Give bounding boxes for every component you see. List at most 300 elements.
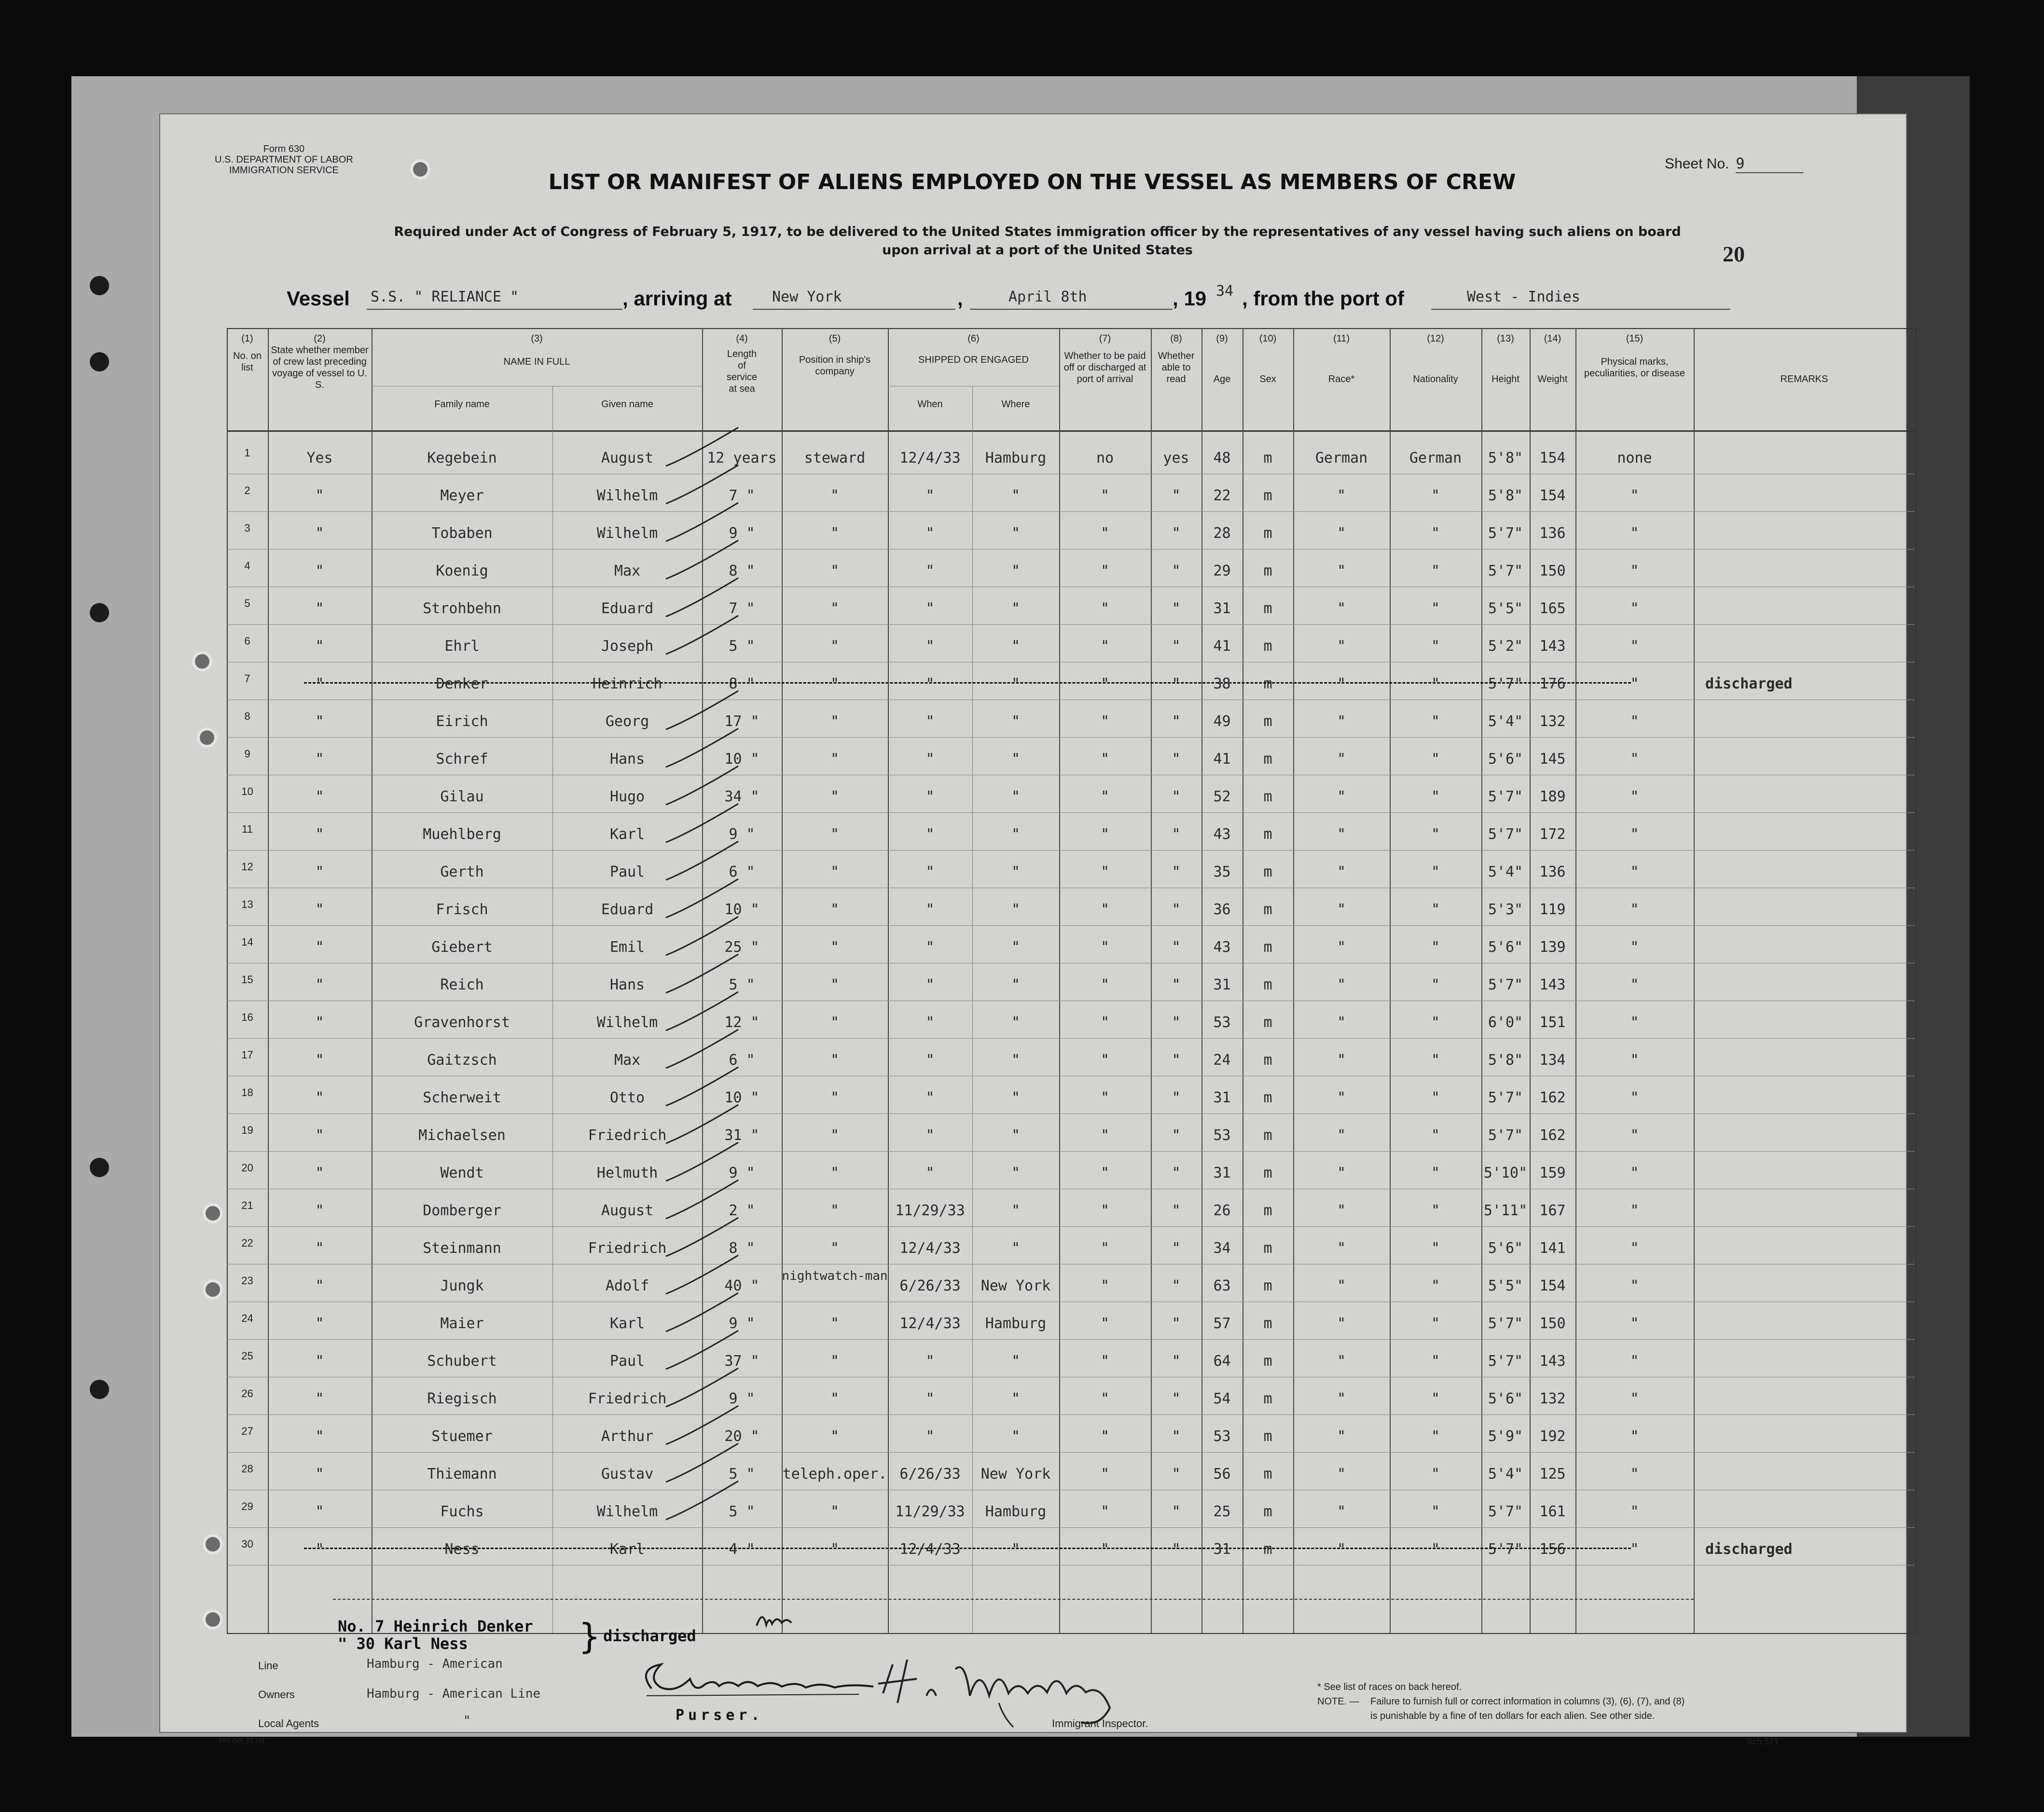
table-row [0, 889, 2044, 926]
local-agents-value: " [463, 1714, 471, 1728]
shipped-where-cell: " [1011, 1428, 1021, 1445]
given-name-cell: Hans [609, 751, 645, 768]
shipped-when-cell: " [925, 563, 935, 579]
table-row [0, 550, 2044, 588]
sex-cell: m [1263, 901, 1272, 918]
paid-off-cell: " [1100, 675, 1110, 692]
print-code: HS gel 33 nd [220, 1737, 264, 1745]
table-row [0, 1340, 2044, 1378]
service-length-cell: 7 " [729, 487, 755, 504]
service-length-cell: 8 " [729, 563, 755, 579]
weight-cell: 154 [1539, 450, 1566, 467]
race-cell: " [1337, 788, 1346, 805]
physical-marks-cell: " [1630, 751, 1639, 768]
shipped-where-cell: " [1011, 901, 1021, 918]
height-cell: 5'7" [1488, 1127, 1523, 1144]
row-number-cell: 6 [244, 635, 250, 647]
nationality-cell: " [1431, 1503, 1440, 1520]
given-name-cell: Friedrich [588, 1240, 667, 1257]
height-cell: 5'4" [1488, 1466, 1523, 1483]
paid-off-cell: " [1100, 939, 1110, 956]
position-cell: " [830, 1503, 840, 1520]
shipped-where-cell: " [1011, 1127, 1021, 1144]
row-number-cell: 24 [241, 1312, 253, 1324]
races-note: * See list of races on back hereof. [1317, 1682, 1462, 1692]
physical-marks-cell: " [1630, 939, 1639, 956]
given-name-cell: Friedrich [588, 1127, 667, 1144]
nationality-cell: " [1431, 1315, 1440, 1332]
row-number-cell: 12 [241, 861, 253, 873]
col-14-header: (14) Weight [1537, 333, 1568, 384]
shipped-where-cell: " [1011, 600, 1021, 617]
discharge-note-line-1: No. 7 Heinrich Denker [338, 1617, 533, 1635]
position-cell: " [830, 1428, 840, 1445]
service-length-cell: 5 " [729, 976, 755, 993]
given-name-cell: Heinrich [592, 675, 663, 692]
prev-voyage-cell: " [315, 1390, 324, 1407]
table-row [0, 776, 2044, 813]
position-cell: teleph.oper. [782, 1466, 887, 1483]
physical-marks-cell: " [1630, 976, 1639, 993]
given-name-cell: Eduard [601, 901, 654, 918]
family-name-cell: Frisch [436, 901, 488, 918]
paid-off-cell: " [1100, 1466, 1110, 1483]
paid-off-cell: " [1100, 1165, 1110, 1181]
weight-cell: 134 [1539, 1052, 1566, 1069]
able-to-read-cell: " [1172, 1277, 1181, 1294]
given-name-header: Given name [601, 399, 653, 410]
shipped-where-cell: " [1011, 1240, 1021, 1257]
strike-through-line [304, 682, 1631, 684]
table-row [0, 1039, 2044, 1077]
nationality-cell: " [1431, 976, 1440, 993]
row-number-cell: 2 [244, 484, 250, 496]
service-length-cell: 12 years [707, 450, 777, 467]
age-cell: 36 [1213, 901, 1231, 918]
shipped-where-cell: " [1011, 976, 1021, 993]
weight-cell: 172 [1539, 826, 1566, 843]
shipped-when-cell: " [925, 1428, 935, 1445]
family-name-cell: Maier [440, 1315, 484, 1332]
shipped-where-cell: New York [981, 1466, 1051, 1483]
physical-marks-cell: " [1630, 563, 1639, 579]
service-length-cell: 9 " [729, 826, 755, 843]
shipped-when-cell: " [925, 1165, 935, 1181]
weight-cell: 139 [1539, 939, 1566, 956]
col-11-header: (11) Race* [1328, 333, 1355, 384]
prev-voyage-cell: " [315, 939, 324, 956]
prev-voyage-cell: " [315, 675, 324, 692]
physical-marks-cell: " [1630, 1390, 1639, 1407]
physical-marks-cell: " [1630, 525, 1639, 542]
prev-voyage-cell: " [315, 864, 324, 880]
paid-off-cell: " [1100, 1390, 1110, 1407]
sex-cell: m [1263, 600, 1272, 617]
sex-cell: m [1263, 675, 1272, 692]
service-length-cell: 10 " [724, 901, 760, 918]
able-to-read-cell: " [1172, 600, 1181, 617]
shipped-when-cell: " [925, 713, 935, 730]
given-name-cell: Karl [609, 1541, 645, 1558]
service-length-cell: 37 " [724, 1353, 760, 1370]
height-cell: 5'7" [1488, 1315, 1523, 1332]
given-name-cell: August [601, 450, 654, 467]
prev-voyage-cell: " [315, 1202, 324, 1219]
height-cell: 5'5" [1488, 1277, 1523, 1294]
age-cell: 54 [1213, 1390, 1231, 1407]
nationality-cell: " [1431, 1466, 1440, 1483]
race-cell: " [1337, 1466, 1346, 1483]
service-length-cell: 17 " [724, 713, 760, 730]
shipped-when-cell: " [925, 901, 935, 918]
paid-off-cell: " [1100, 1428, 1110, 1445]
sex-cell: m [1263, 1541, 1272, 1558]
shipped-where-cell: Hamburg [985, 1503, 1047, 1520]
weight-cell: 167 [1539, 1202, 1566, 1219]
service-length-cell: 8 " [729, 1240, 755, 1257]
shipped-when-cell: " [925, 1052, 935, 1069]
sex-cell: m [1263, 826, 1272, 843]
family-name-cell: Meyer [440, 487, 484, 504]
physical-marks-cell: " [1630, 1277, 1639, 1294]
weight-cell: 150 [1539, 1315, 1566, 1332]
age-cell: 38 [1213, 675, 1231, 692]
age-cell: 63 [1213, 1277, 1231, 1294]
family-name-cell: Kegebein [427, 450, 497, 467]
race-cell: " [1337, 1541, 1346, 1558]
stamp-number: 20 [1723, 242, 1745, 266]
race-cell: " [1337, 751, 1346, 768]
table-row [0, 738, 2044, 776]
age-cell: 31 [1213, 976, 1231, 993]
when-header: When [917, 399, 943, 410]
given-name-cell: Wilhelm [596, 1503, 658, 1520]
given-name-cell: Georg [605, 713, 649, 730]
sex-cell: m [1263, 487, 1272, 504]
height-cell: 5'10" [1483, 1165, 1528, 1181]
weight-cell: 132 [1539, 713, 1566, 730]
position-cell: " [830, 563, 840, 579]
family-name-cell: Gravenhorst [414, 1014, 510, 1031]
race-cell: " [1337, 1277, 1346, 1294]
given-name-cell: Max [614, 563, 641, 579]
col-3-header: (3) NAME IN FULL [503, 333, 570, 367]
table-row [0, 1114, 2044, 1152]
physical-marks-cell: " [1630, 1089, 1639, 1106]
subtitle-line-2: upon arrival at a port of the United States [882, 243, 1193, 258]
age-cell: 29 [1213, 563, 1231, 579]
able-to-read-cell: " [1172, 675, 1181, 692]
prev-voyage-cell: Yes [306, 450, 333, 467]
given-name-cell: Gustav [601, 1466, 654, 1483]
position-cell: " [830, 1052, 840, 1069]
from-port-label: , from the port of [1242, 287, 1404, 310]
physical-marks-cell: " [1630, 1353, 1639, 1370]
date-underline [970, 309, 1173, 310]
race-cell: " [1337, 600, 1346, 617]
family-name-cell: Tobaben [431, 525, 493, 542]
nationality-cell: " [1431, 1428, 1440, 1445]
table-row [0, 1491, 2044, 1528]
race-cell: " [1337, 638, 1346, 655]
prev-voyage-cell: " [315, 1315, 324, 1332]
shipped-where-cell: " [1011, 1014, 1021, 1031]
height-cell: 5'8" [1488, 487, 1523, 504]
paid-off-cell: " [1100, 1127, 1110, 1144]
shipped-where-cell: Hamburg [985, 1315, 1047, 1332]
family-name-cell: Thiemann [427, 1466, 497, 1483]
position-cell: steward [804, 450, 866, 467]
age-cell: 56 [1213, 1466, 1231, 1483]
position-cell: " [830, 826, 840, 843]
form-number: Form 630 [263, 144, 305, 154]
able-to-read-cell: " [1172, 1428, 1181, 1445]
able-to-read-cell: " [1172, 976, 1181, 993]
nationality-cell: " [1431, 1202, 1440, 1219]
age-cell: 34 [1213, 1240, 1231, 1257]
row-number-cell: 17 [241, 1049, 253, 1061]
prev-voyage-cell: " [315, 1503, 324, 1520]
weight-cell: 154 [1539, 1277, 1566, 1294]
shipped-where-cell: " [1011, 1353, 1021, 1370]
given-name-cell: Arthur [601, 1428, 654, 1445]
paid-off-cell: " [1100, 976, 1110, 993]
age-cell: 41 [1213, 751, 1231, 768]
weight-cell: 150 [1539, 563, 1566, 579]
shipped-when-cell: " [925, 1390, 935, 1407]
sex-cell: m [1263, 450, 1272, 467]
paid-off-cell: " [1100, 1503, 1110, 1520]
shipped-when-cell: " [925, 600, 935, 617]
able-to-read-cell: " [1172, 864, 1181, 880]
prev-voyage-cell: " [315, 901, 324, 918]
col-5-header: (5) Position in ship's company [799, 333, 871, 377]
sheet-number-label: Sheet No. [1665, 156, 1729, 172]
height-cell: 5'7" [1488, 675, 1523, 692]
shipped-where-cell: " [1011, 939, 1021, 956]
able-to-read-cell: yes [1163, 450, 1189, 467]
weight-cell: 151 [1539, 1014, 1566, 1031]
physical-marks-cell: " [1630, 901, 1639, 918]
able-to-read-cell: " [1172, 1541, 1181, 1558]
comma: , [957, 287, 963, 310]
row-number-cell: 3 [244, 522, 250, 534]
col-15-header: (15) Physical marks, peculiarities, or disease [1584, 333, 1685, 379]
family-name-cell: Reich [440, 976, 484, 993]
physical-marks-cell: " [1630, 1240, 1639, 1257]
prev-voyage-cell: " [315, 638, 324, 655]
family-name-cell: Gaitzsch [427, 1052, 497, 1069]
race-cell: " [1337, 1315, 1346, 1332]
given-name-cell: Wilhelm [596, 1014, 658, 1031]
family-name-cell: Strohbehn [423, 600, 501, 617]
given-name-cell: Karl [609, 1315, 645, 1332]
paid-off-cell: " [1100, 713, 1110, 730]
sex-cell: m [1263, 525, 1272, 542]
sex-cell: m [1263, 1202, 1272, 1219]
paid-off-cell: " [1100, 563, 1110, 579]
nationality-cell: " [1431, 864, 1440, 880]
year-prefix: , 19 [1173, 287, 1207, 310]
height-cell: 5'9" [1488, 1428, 1523, 1445]
family-name-header: Family name [434, 399, 490, 410]
nationality-cell: " [1431, 901, 1440, 918]
nationality-cell: " [1431, 713, 1440, 730]
age-cell: 22 [1213, 487, 1231, 504]
sex-cell: m [1263, 1052, 1272, 1069]
family-name-cell: Eirich [436, 713, 488, 730]
service-length-cell: 9 " [729, 1390, 755, 1407]
family-name-cell: Scherweit [423, 1089, 501, 1106]
given-name-cell: Eduard [601, 600, 654, 617]
sex-cell: m [1263, 788, 1272, 805]
owners-value: Hamburg - American Line [367, 1687, 541, 1701]
row-number-cell: 27 [241, 1425, 253, 1437]
prev-voyage-cell: " [315, 1541, 324, 1558]
race-cell: " [1337, 864, 1346, 880]
given-name-cell: Paul [609, 864, 645, 880]
row-number-cell: 20 [241, 1162, 253, 1174]
weight-cell: 125 [1539, 1466, 1566, 1483]
able-to-read-cell: " [1172, 563, 1181, 579]
weight-cell: 162 [1539, 1089, 1566, 1106]
service-length-cell: 5 " [729, 638, 755, 655]
weight-cell: 141 [1539, 1240, 1566, 1257]
punch-hole [90, 276, 109, 295]
shipped-where-cell: " [1011, 563, 1021, 579]
col-10-header: (10) Sex [1259, 333, 1277, 384]
sex-cell: m [1263, 563, 1272, 579]
service-length-cell: 2 " [729, 1202, 755, 1219]
row-number-cell: 4 [244, 560, 250, 572]
height-cell: 5'7" [1488, 563, 1523, 579]
height-cell: 5'8" [1488, 1052, 1523, 1069]
shipped-where-cell: New York [981, 1277, 1051, 1294]
row-number-cell: 28 [241, 1463, 253, 1475]
strike-through-line [304, 1548, 1631, 1549]
race-cell: " [1337, 1165, 1346, 1181]
age-cell: 53 [1213, 1014, 1231, 1031]
shipped-when-cell: 11/29/33 [895, 1202, 965, 1219]
paid-off-cell: " [1100, 864, 1110, 880]
service-length-cell: 40 " [724, 1277, 760, 1294]
table-row [0, 588, 2044, 625]
shipped-when-cell: " [925, 976, 935, 993]
sex-cell: m [1263, 1353, 1272, 1370]
paid-off-cell: " [1100, 1277, 1110, 1294]
paid-off-cell: " [1100, 1315, 1110, 1332]
note-label: NOTE. — [1317, 1696, 1359, 1707]
nationality-cell: " [1431, 600, 1440, 617]
race-cell: " [1337, 1503, 1346, 1520]
height-cell: 5'7" [1488, 1541, 1523, 1558]
age-cell: 53 [1213, 1127, 1231, 1144]
service-length-cell: 5 " [729, 1503, 755, 1520]
table-row [0, 1415, 2044, 1453]
age-cell: 35 [1213, 864, 1231, 880]
shipped-when-cell: 6/26/33 [899, 1466, 961, 1483]
family-name-cell: Domberger [423, 1202, 501, 1219]
remarks-cell: discharged [1705, 675, 1793, 692]
nationality-cell: " [1431, 1353, 1440, 1370]
service-length-cell: 10 " [724, 1089, 760, 1106]
prev-voyage-cell: " [315, 1277, 324, 1294]
weight-cell: 192 [1539, 1428, 1566, 1445]
family-name-cell: Giebert [431, 939, 493, 956]
nationality-cell: " [1431, 1277, 1440, 1294]
family-name-cell: Gilau [440, 788, 484, 805]
table-row [0, 475, 2044, 512]
age-cell: 31 [1213, 1541, 1231, 1558]
shipped-where-cell: " [1011, 1202, 1021, 1219]
shipped-when-cell: " [925, 525, 935, 542]
line-value: Hamburg - American [367, 1657, 503, 1671]
height-cell: 6'0" [1488, 1014, 1523, 1031]
height-cell: 5'7" [1488, 525, 1523, 542]
table-row [0, 813, 2044, 851]
weight-cell: 136 [1539, 525, 1566, 542]
nationality-cell: " [1431, 1089, 1440, 1106]
position-cell: " [830, 939, 840, 956]
service-length-cell: 25 " [724, 939, 760, 956]
row-number-cell: 5 [244, 597, 250, 609]
table-row [0, 1190, 2044, 1227]
family-name-cell: Muehlberg [423, 826, 501, 843]
row-number-cell: 29 [241, 1500, 253, 1512]
where-header: Where [1001, 399, 1030, 410]
shipped-when-cell: " [925, 675, 935, 692]
physical-marks-cell: " [1630, 1315, 1639, 1332]
position-cell: " [830, 1353, 840, 1370]
position-cell: " [830, 976, 840, 993]
discharge-note-line-2: " 30 Karl Ness [338, 1634, 468, 1653]
table-row [0, 700, 2044, 738]
family-name-cell: Denker [436, 675, 488, 692]
nationality-cell: " [1431, 675, 1440, 692]
able-to-read-cell: " [1172, 1052, 1181, 1069]
nationality-cell: " [1431, 751, 1440, 768]
able-to-read-cell: " [1172, 1165, 1181, 1181]
shipped-where-cell: " [1011, 826, 1021, 843]
table-row [0, 1528, 2044, 1566]
service-length-cell: 8 " [729, 675, 755, 692]
vessel-name: S.S. " RELIANCE " [371, 288, 519, 305]
paid-off-cell: " [1100, 826, 1110, 843]
shipped-where-cell: " [1011, 1541, 1021, 1558]
arrival-port: New York [772, 288, 842, 305]
sex-cell: m [1263, 1089, 1272, 1106]
able-to-read-cell: " [1172, 1240, 1181, 1257]
row-number-cell: 7 [244, 673, 250, 685]
able-to-read-cell: " [1172, 1202, 1181, 1219]
physical-marks-cell: " [1630, 1503, 1639, 1520]
family-name-cell: Koenig [436, 563, 488, 579]
age-cell: 53 [1213, 1428, 1231, 1445]
position-cell: " [830, 1202, 840, 1219]
shipped-where-cell: " [1011, 487, 1021, 504]
race-cell: " [1337, 976, 1346, 993]
able-to-read-cell: " [1172, 788, 1181, 805]
height-cell: 5'5" [1488, 600, 1523, 617]
sex-cell: m [1263, 1240, 1272, 1257]
race-cell: " [1337, 901, 1346, 918]
col-8-header: (8) Whether able to read [1158, 333, 1195, 384]
nationality-cell: " [1431, 1127, 1440, 1144]
position-cell: " [830, 1390, 840, 1407]
inspector-label: Immigrant Inspector. [1052, 1717, 1148, 1730]
prev-voyage-cell: " [315, 1428, 324, 1445]
race-cell: " [1337, 525, 1346, 542]
